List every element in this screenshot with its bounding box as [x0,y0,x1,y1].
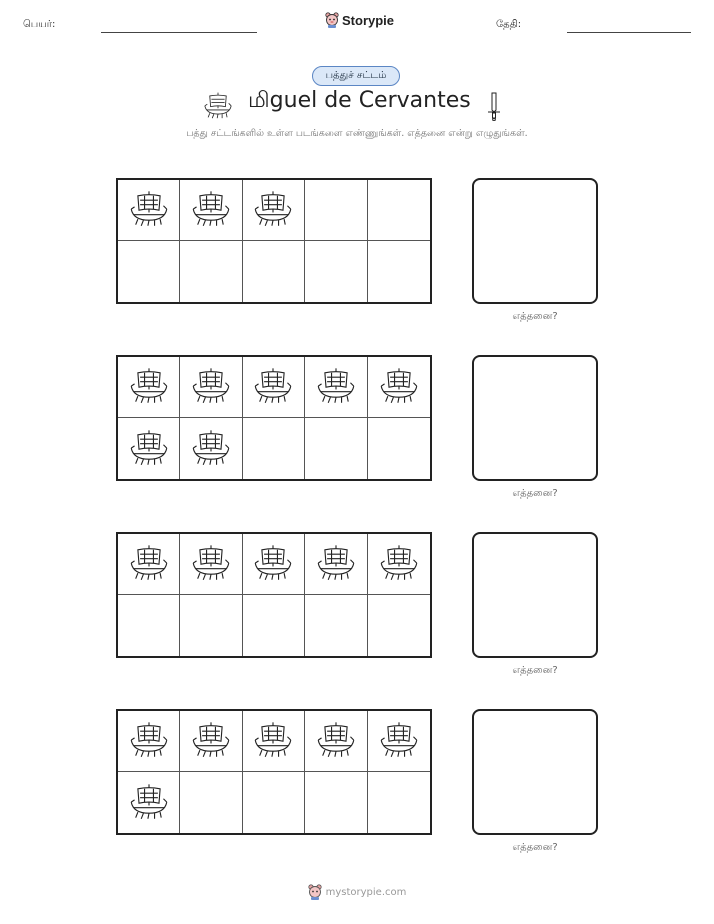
frame-cell [243,595,305,656]
frame-cell [305,595,367,656]
frame-cell [368,418,430,479]
name-line[interactable] [101,32,257,33]
ship-icon [129,542,169,586]
frame-cell [368,534,430,595]
ship-icon [253,365,293,409]
ship-icon [129,719,169,763]
name-label: பெயர்: [23,19,56,30]
answer-box[interactable] [472,355,598,481]
ship-icon [191,427,231,471]
frame-cell [118,418,180,479]
ship-icon [316,365,356,409]
frame-cell [118,534,180,595]
frame-cell [180,772,242,833]
topic-badge: பத்துச் சட்டம் [312,66,400,86]
frame-cell [180,357,242,418]
ship-icon [379,542,419,586]
frame-cell [118,180,180,241]
frame-cell [180,241,242,302]
frame-cell [118,241,180,302]
ship-icon [129,365,169,409]
ship-icon [129,781,169,825]
ten-frame [116,532,432,658]
frame-cell [118,711,180,772]
frame-cell [305,180,367,241]
frame-cell [368,595,430,656]
frame-cell [180,180,242,241]
ship-icon [129,427,169,471]
frame-cell [243,241,305,302]
answer-label: எத்தனை? [512,842,558,853]
frame-cell [305,772,367,833]
page-title: மிguel de Cervantes [248,88,471,113]
ship-icon [379,365,419,409]
footer-url: mystorypie.com [325,886,407,898]
ship-icon [253,719,293,763]
sword-icon [487,91,501,125]
frame-cell [243,357,305,418]
mascot-icon [308,884,322,900]
frame-cell [243,772,305,833]
brand-name: Storypie [342,12,395,28]
frame-cell [305,534,367,595]
frame-cell [368,241,430,302]
ship-icon [379,719,419,763]
frame-cell [118,595,180,656]
date-label: தேதி: [496,19,522,30]
brand-logo [325,12,394,28]
frame-cell [243,418,305,479]
ship-icon [253,542,293,586]
frame-cell [305,711,367,772]
ten-frame [116,709,432,835]
frame-cell [368,772,430,833]
frame-cell [243,534,305,595]
frame-cell [368,357,430,418]
ship-icon [191,542,231,586]
frame-cell [180,534,242,595]
frame-cell [118,357,180,418]
ship-icon [129,188,169,232]
frame-cell [368,180,430,241]
ship-icon [191,188,231,232]
ship-icon [203,91,233,123]
frame-cell [368,711,430,772]
frame-cell [305,357,367,418]
frame-cell [305,418,367,479]
frame-cell [180,418,242,479]
frame-cell [180,595,242,656]
frame-cell [305,241,367,302]
frame-cell [243,711,305,772]
mascot-icon [325,12,339,28]
answer-label: எத்தனை? [512,488,558,499]
answer-label: எத்தனை? [512,311,558,322]
instructions: பத்து சட்டங்களில் உள்ள படங்களை எண்ணுங்கள். எத்தனை என்று எழுதுங்கள். [186,128,528,139]
frame-cell [180,711,242,772]
ten-frame [116,178,432,304]
ship-icon [253,188,293,232]
footer [0,884,714,900]
date-line[interactable] [567,32,691,33]
ship-icon [316,719,356,763]
ship-icon [191,719,231,763]
frame-cell [118,772,180,833]
answer-box[interactable] [472,532,598,658]
answer-box[interactable] [472,178,598,304]
ship-icon [316,542,356,586]
answer-label: எத்தனை? [512,665,558,676]
ship-icon [191,365,231,409]
answer-box[interactable] [472,709,598,835]
ten-frame [116,355,432,481]
frame-cell [243,180,305,241]
